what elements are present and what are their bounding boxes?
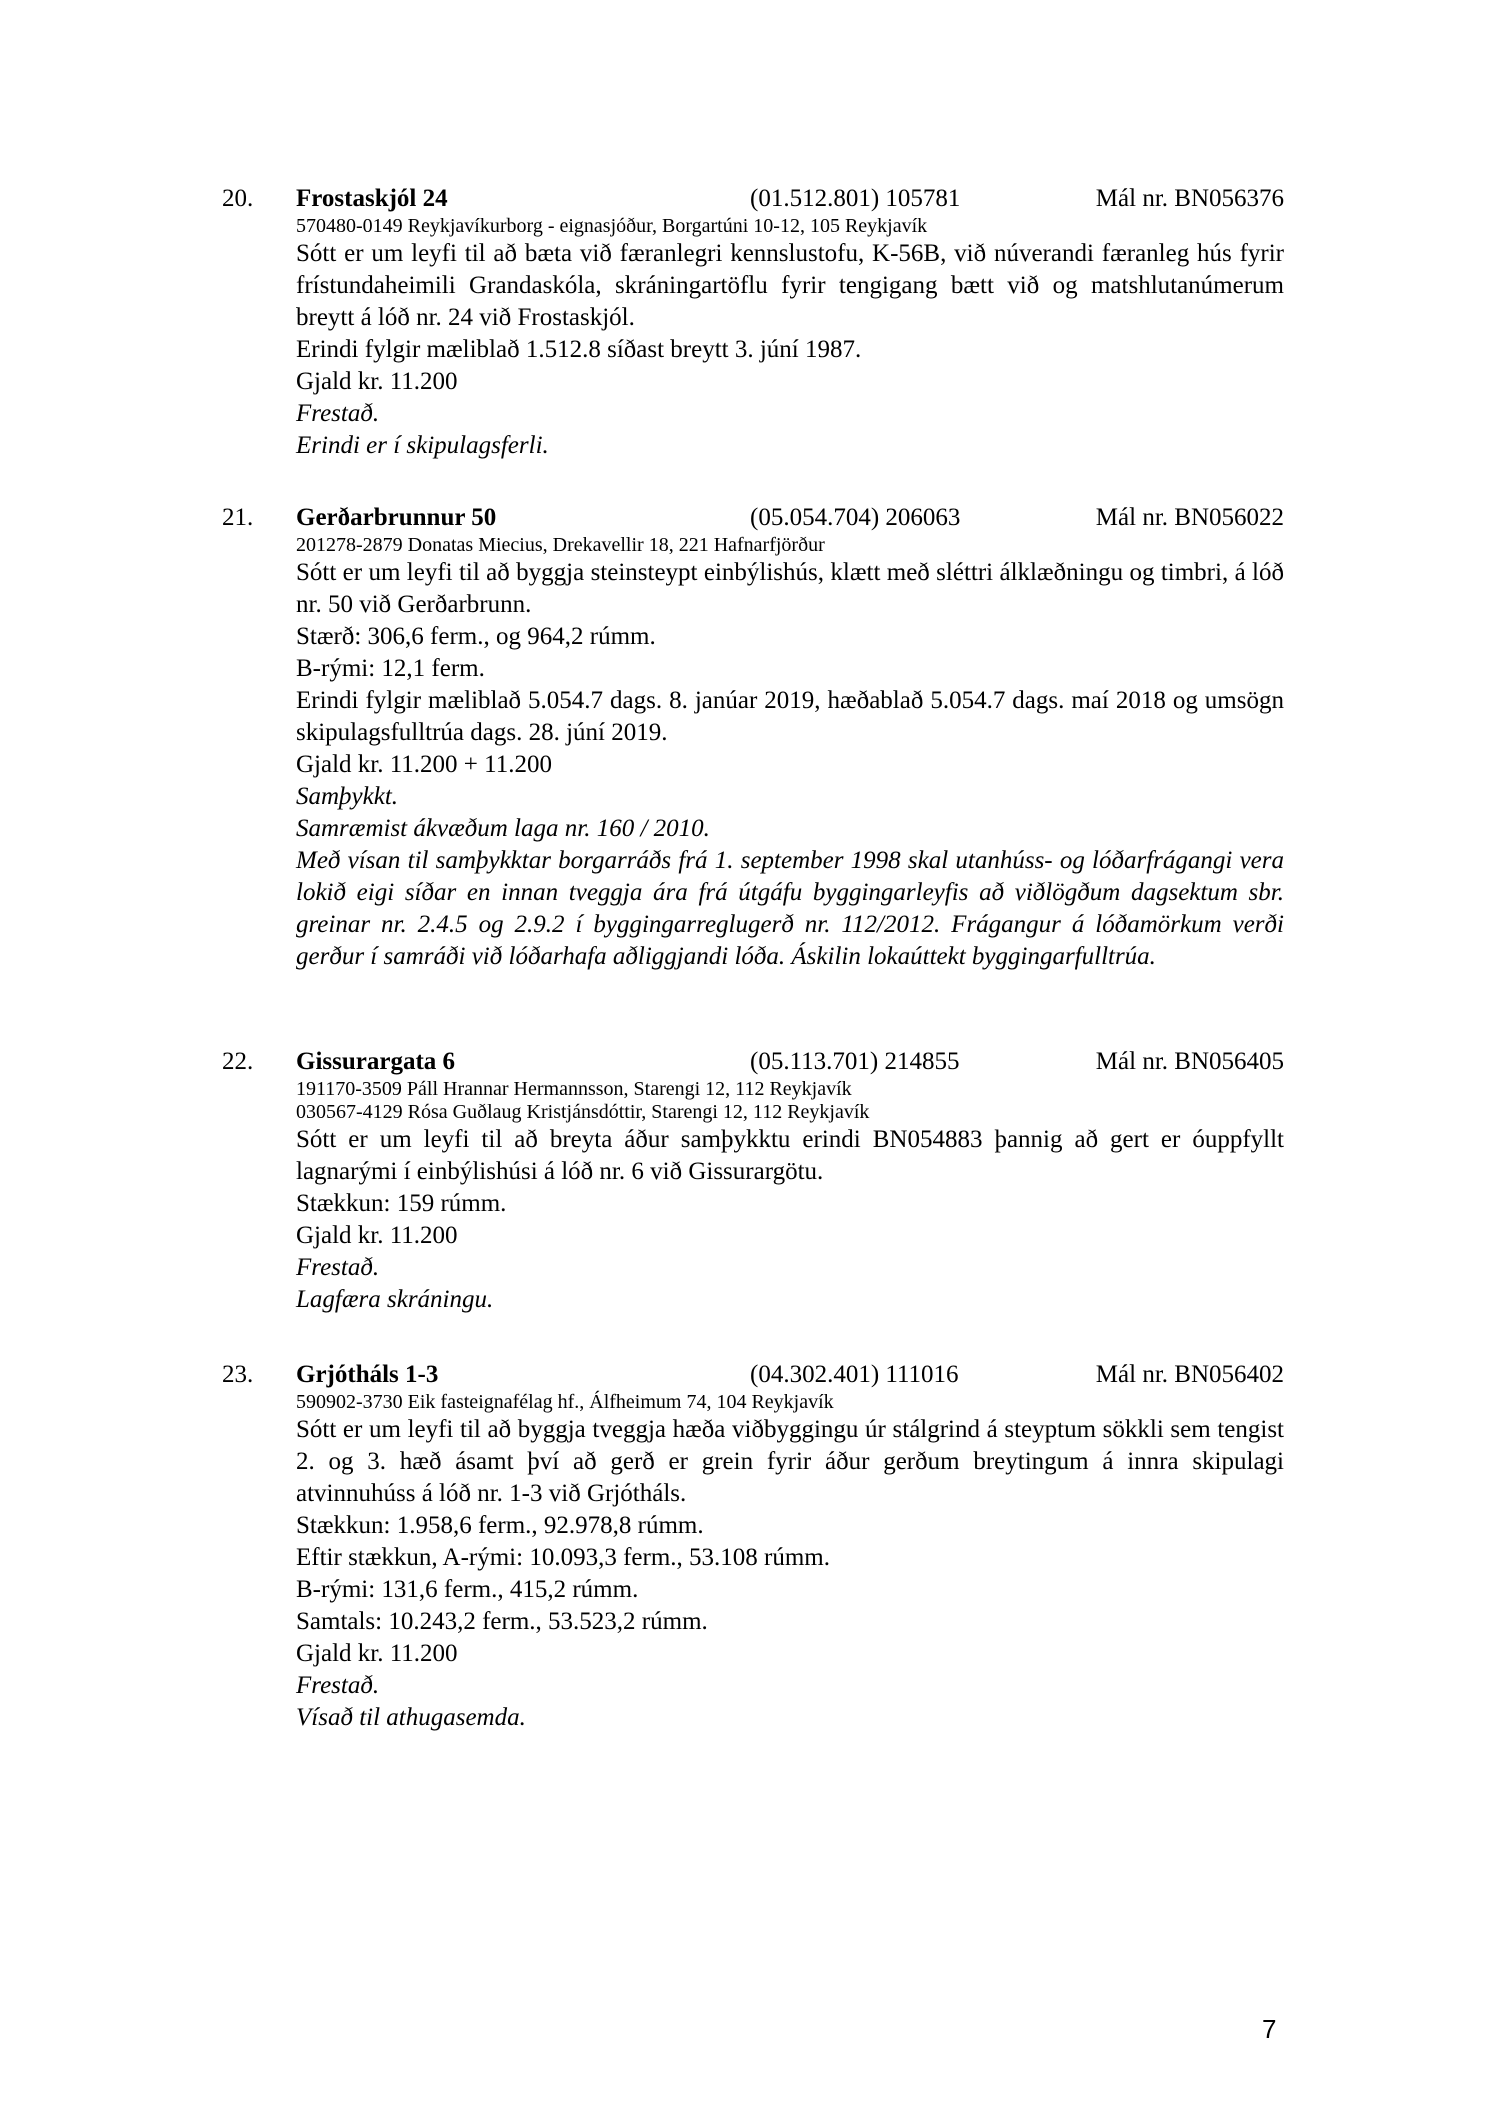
- fee-line: Gjald kr. 11.200: [296, 368, 458, 395]
- detail-line: Erindi fylgir mæliblað 1.512.8 síðast breytt 3. júní 1987.: [296, 336, 862, 363]
- detail-line: Eftir stækkun, A-rými: 10.093,3 ferm., 53.108 rúmm.: [296, 1544, 830, 1571]
- fee-line: Gjald kr. 11.200: [296, 1222, 458, 1249]
- applicant: 201278-2879 Donatas Miecius, Drekavellir 18, 221 Hafnarfjörður: [296, 534, 825, 556]
- decision-status: Frestað.: [296, 1254, 380, 1281]
- detail-line: Samtals: 10.243,2 ferm., 53.523,2 rúmm.: [296, 1608, 708, 1635]
- page-number: 7: [1262, 2014, 1277, 2044]
- fee-line: Gjald kr. 11.200: [296, 1640, 458, 1667]
- item-heading: [296, 1046, 1284, 1078]
- case-number: Mál nr. BN056402: [1095, 1361, 1284, 1388]
- item-description: Sótt er um leyfi til að byggja tveggja hæða viðbyggingu úr stálgrind á steyptum sökkli sem tengist 2. og 3. hæð ásamt því að gerð er grein fyrir áður gerðum breytingum á innra skipulagi atvinnuhúss á lóð nr. 1-3 við Grjótháls.: [296, 1416, 1284, 1507]
- item-description: Sótt er um leyfi til að bæta við færanlegri kennslustofu, K-56B, við núverandi færanleg hús fyrir frístundaheimili Grandaskóla, skráningartöflu fyrir tengigang bætt við og matshlutanúmerum breytt á lóð nr. 24 við Frostaskjól.: [296, 240, 1284, 331]
- applicant: 590902-3730 Eik fasteignafélag hf., Álfheimum 74, 104 Reykjavík: [296, 1391, 834, 1413]
- detail-line: Stækkun: 1.958,6 ferm., 92.978,8 rúmm.: [296, 1512, 704, 1539]
- case-number: Mál nr. BN056405: [1095, 1048, 1284, 1075]
- item-body: [296, 215, 1284, 462]
- detail-line: B-rými: 12,1 ferm.: [296, 655, 485, 682]
- item-body: [296, 1391, 1284, 1734]
- applicant: 570480-0149 Reykjavíkurborg - eignasjóður, Borgartúni 10-12, 105 Reykjavík: [296, 215, 928, 237]
- detail-line: B-rými: 131,6 ferm., 415,2 rúmm.: [296, 1576, 639, 1603]
- item-heading: [296, 183, 1284, 215]
- land-id: (05.113.701) 214855: [750, 1048, 960, 1075]
- decision-note: Lagfæra skráningu.: [296, 1286, 494, 1313]
- decision-paragraph: Með vísan til samþykktar borgarráðs frá 1. september 1998 skal utanhúss- og lóðarfrágangi vera lokið eigi síðar en innan tveggja ára frá útgáfu byggingarleyfis að viðlögðum dagsektum sbr. greinar nr. 2.4.5 og 2.9.2 í byggingarreglugerð nr. 112/2012. Frágangur á lóðamörkum verði gerður í samráði við lóðarhafa aðliggjandi lóða. Áskilin lokaúttekt byggingarfulltrúa.: [296, 847, 1284, 970]
- land-id: (01.512.801) 105781: [750, 185, 961, 212]
- item-body: [296, 534, 1284, 973]
- applicant: 030567-4129 Rósa Guðlaug Kristjánsdóttir, Starengi 12, 112 Reykjavík: [296, 1101, 870, 1123]
- detail-line: Stærð: 306,6 ferm., og 964,2 rúmm.: [296, 623, 656, 650]
- item-title: Gissurargata 6: [296, 1048, 456, 1075]
- item-number: 21.: [222, 504, 254, 531]
- land-id: (05.054.704) 206063: [750, 504, 961, 531]
- item-title: Frostaskjól 24: [296, 185, 448, 212]
- item-number: 20.: [222, 185, 254, 212]
- item-description: Sótt er um leyfi til að breyta áður samþykktu erindi BN054883 þannig að gert er óuppfyllt lagnarými í einbýlishúsi á lóð nr. 6 við Gissurargötu.: [296, 1126, 1284, 1185]
- item-heading: [296, 502, 1284, 534]
- decision-note: Samræmist ákvæðum laga nr. 160 / 2010.: [296, 815, 710, 842]
- item-title: Gerðarbrunnur 50: [296, 504, 497, 531]
- attachments-description: Erindi fylgir mæliblað 5.054.7 dags. 8. janúar 2019, hæðablað 5.054.7 dags. maí 2018 og umsögn skipulagsfulltrúa dags. 28. júní 2019.: [296, 687, 1284, 746]
- item-number: 22.: [222, 1048, 254, 1075]
- item-number: 23.: [222, 1361, 254, 1388]
- decision-status: Frestað.: [296, 1672, 380, 1699]
- item-title: Grjótháls 1-3: [296, 1361, 439, 1388]
- item-body: [296, 1078, 1284, 1316]
- decision-note: Erindi er í skipulagsferli.: [296, 432, 549, 459]
- case-number: Mál nr. BN056022: [1095, 504, 1284, 531]
- case-number: Mál nr. BN056376: [1095, 185, 1284, 212]
- decision-status: Frestað.: [296, 400, 380, 427]
- decision-status: Samþykkt.: [296, 783, 399, 810]
- decision-note: Vísað til athugasemda.: [296, 1704, 526, 1731]
- item-heading: [296, 1359, 1284, 1391]
- applicant: 191170-3509 Páll Hrannar Hermannsson, Starengi 12, 112 Reykjavík: [296, 1078, 852, 1100]
- detail-line: Stækkun: 159 rúmm.: [296, 1190, 507, 1217]
- land-id: (04.302.401) 111016: [750, 1361, 959, 1388]
- item-description: Sótt er um leyfi til að byggja steinsteypt einbýlishús, klætt með sléttri álklæðningu og timbri, á lóð nr. 50 við Gerðarbrunn.: [296, 559, 1284, 618]
- fee-line: Gjald kr. 11.200 + 11.200: [296, 751, 552, 778]
